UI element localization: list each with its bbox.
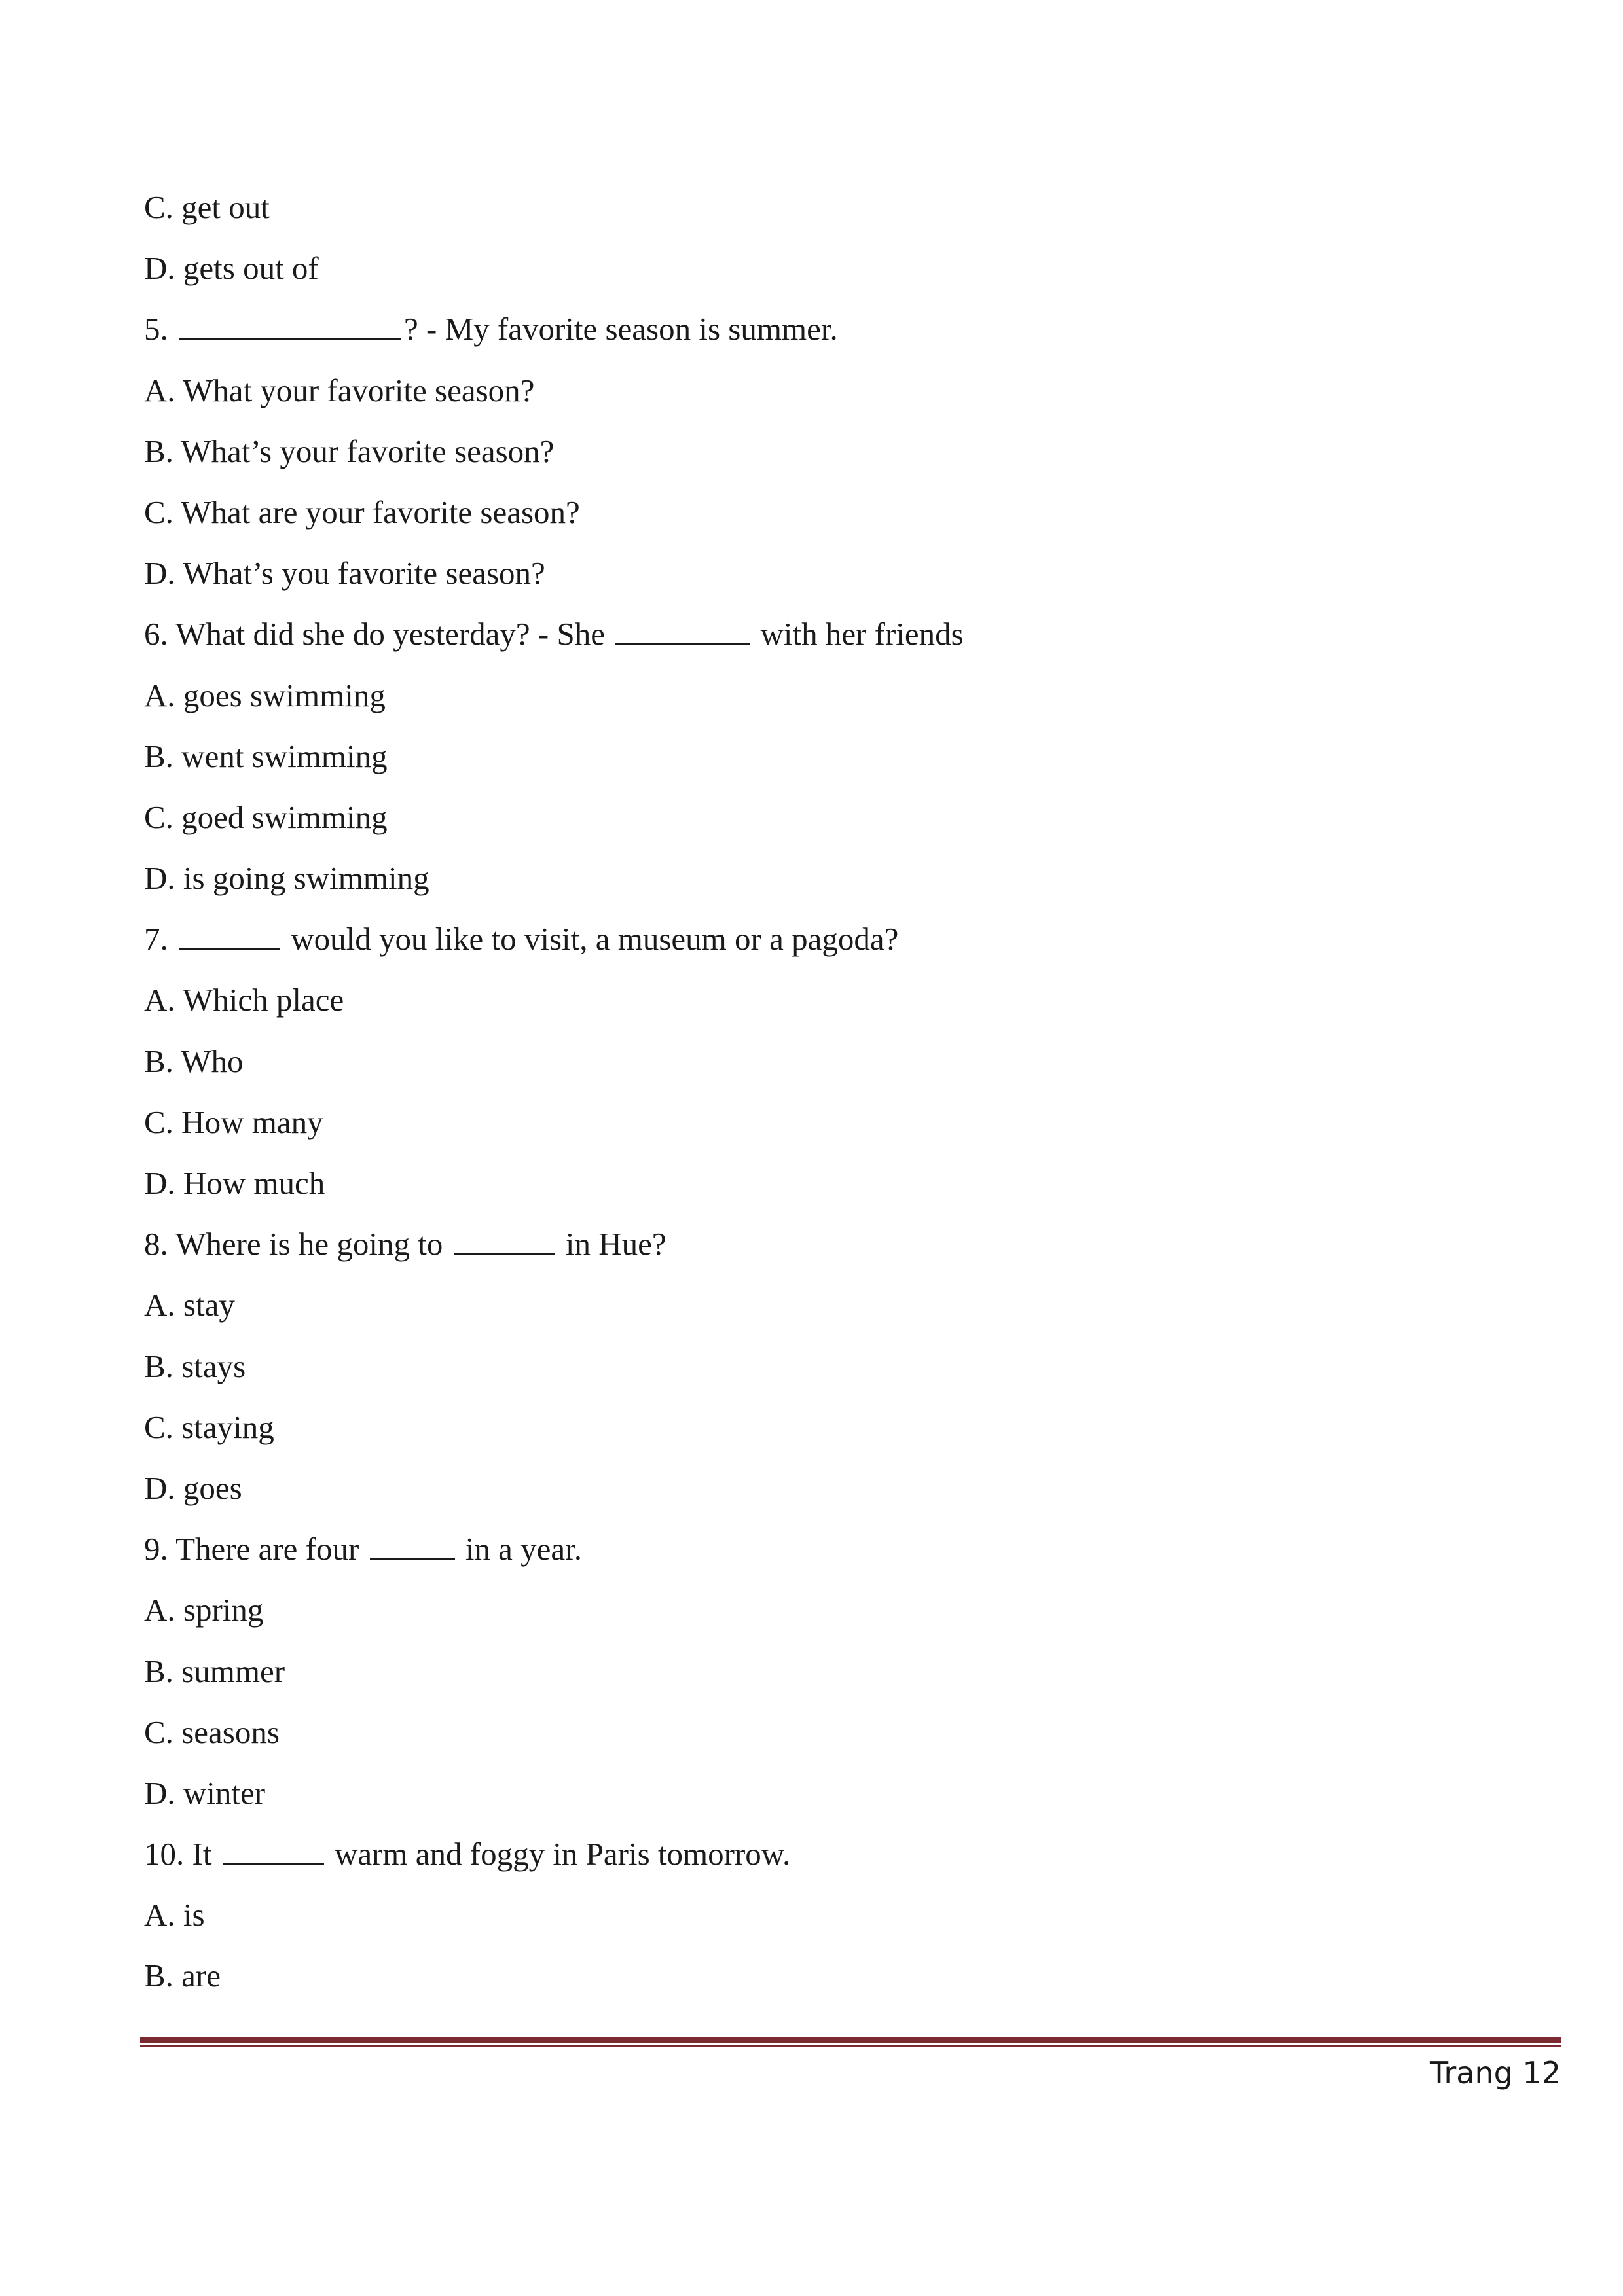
q9-option-a: [144, 1579, 1519, 1640]
q4-option-d: [144, 238, 1519, 298]
q10-stem: [144, 1823, 1519, 1884]
q6-option-d: [144, 848, 1519, 908]
q7-stem: [144, 908, 1519, 969]
option-text: A. is: [144, 1897, 205, 1933]
question-list: [144, 177, 1519, 2007]
q7-option-b: [144, 1031, 1519, 1092]
q10-option-b: [144, 1945, 1519, 2006]
q5-stem: [144, 298, 1519, 359]
q5-option-d: [144, 543, 1519, 603]
option-text: B. went swimming: [144, 738, 388, 774]
option-text: A. spring: [144, 1592, 264, 1628]
q10-option-a: [144, 1884, 1519, 1945]
option-text: B. stays: [144, 1348, 246, 1384]
question-number: 5.: [144, 311, 168, 348]
q6-stem: [144, 603, 1519, 664]
answer-blank: [370, 1535, 455, 1560]
question-text: in a year.: [465, 1531, 583, 1568]
footer-divider-thick: [140, 2037, 1561, 2043]
question-text: ? - My favorite season is summer.: [404, 311, 838, 348]
option-text: B. summer: [144, 1653, 285, 1689]
q9-option-c: [144, 1702, 1519, 1763]
question-text: with her friends: [760, 616, 964, 653]
question-text: in Hue?: [565, 1226, 666, 1263]
option-text: B. What’s your favorite season?: [144, 433, 555, 469]
question-number: 7.: [144, 921, 168, 958]
option-text: D. gets out of: [144, 250, 319, 287]
q8-option-d: [144, 1458, 1519, 1518]
question-text: 9. There are four: [144, 1531, 359, 1568]
answer-blank: [179, 925, 280, 950]
option-text: D. is going swimming: [144, 860, 429, 897]
answer-blank: [615, 620, 750, 645]
answer-blank: [179, 315, 401, 340]
page-number: Trang 12: [1430, 2055, 1561, 2090]
answer-blank: [223, 1840, 324, 1865]
option-text: A. goes swimming: [144, 677, 386, 713]
question-text: 6. What did she do yesterday? - She: [144, 616, 605, 653]
option-text: C. seasons: [144, 1713, 280, 1750]
question-text: warm and foggy in Paris tomorrow.: [334, 1836, 791, 1873]
q8-option-b: [144, 1336, 1519, 1397]
option-text: D. What’s you favorite season?: [144, 555, 545, 592]
q9-option-b: [144, 1641, 1519, 1702]
option-text: D. winter: [144, 1774, 266, 1811]
option-text: D. goes: [144, 1469, 242, 1506]
q7-option-c: [144, 1092, 1519, 1153]
question-text: 8. Where is he going to: [144, 1226, 443, 1263]
q6-option-b: [144, 726, 1519, 787]
q5-option-c: [144, 482, 1519, 543]
option-text: C. goed swimming: [144, 798, 388, 835]
option-text: A. Which place: [144, 982, 344, 1018]
q5-option-b: [144, 421, 1519, 482]
option-text: C. What are your favorite season?: [144, 493, 580, 530]
q7-option-a: [144, 969, 1519, 1030]
q4-option-c: [144, 177, 1519, 238]
q9-option-d: [144, 1763, 1519, 1823]
q8-option-a: [144, 1274, 1519, 1335]
answer-blank: [454, 1230, 555, 1255]
q6-option-c: [144, 787, 1519, 848]
q8-option-c: [144, 1397, 1519, 1458]
option-text: D. How much: [144, 1165, 325, 1201]
option-text: C. get out: [144, 189, 270, 225]
option-text: A. What your favorite season?: [144, 372, 535, 408]
question-text: would you like to visit, a museum or a pagoda?: [291, 921, 899, 958]
q7-option-d: [144, 1153, 1519, 1213]
q6-option-a: [144, 665, 1519, 726]
option-text: C. How many: [144, 1103, 323, 1140]
option-text: B. Who: [144, 1043, 244, 1079]
option-text: B. are: [144, 1958, 221, 1994]
question-text: 10. It: [144, 1836, 212, 1873]
q9-stem: [144, 1518, 1519, 1579]
footer-divider: [140, 2037, 1561, 2047]
footer-divider-thin: [140, 2045, 1561, 2047]
option-text: A. stay: [144, 1287, 235, 1323]
q8-stem: [144, 1213, 1519, 1274]
q5-option-a: [144, 360, 1519, 421]
option-text: C. staying: [144, 1408, 274, 1445]
